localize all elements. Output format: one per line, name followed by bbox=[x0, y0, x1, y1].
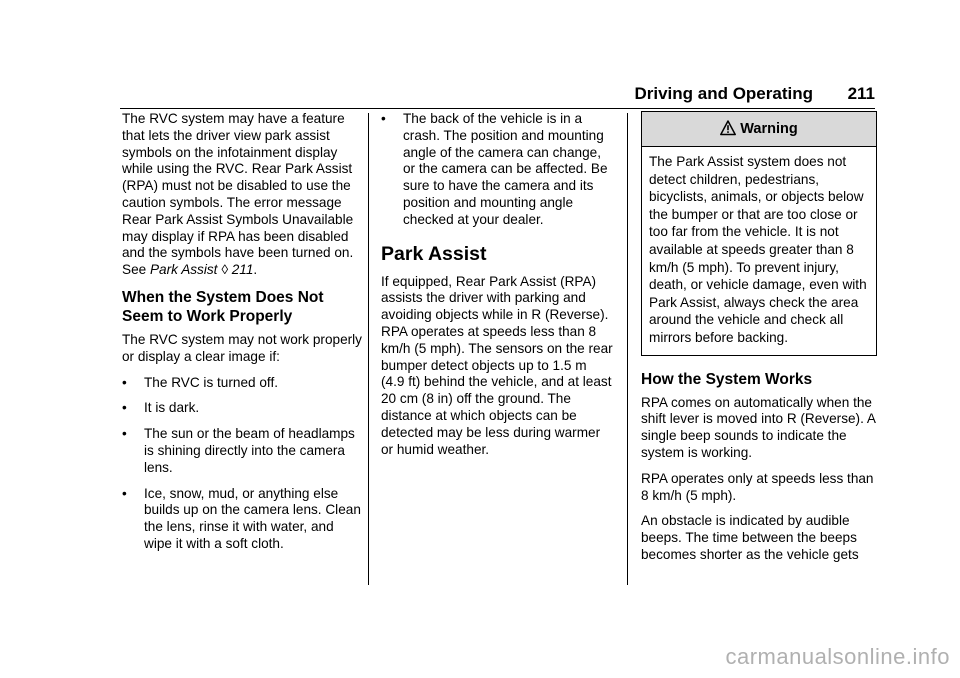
paragraph: An obstacle is indicated by audible beeps. The time between the beeps becomes shorter as the vehicle gets bbox=[641, 513, 859, 562]
paragraph: The RVC system may have a feature that lets the driver view park assist symbols on the infotainment display while using the RVC. Rear Park Assist (RPA) must not be disabled to use the caution symbols. The error message Rear Park Assist Symbols Unavailable may display if RPA has been disabled and the symbols have been turned on. See Park Assist ◊ 211. bbox=[122, 111, 354, 278]
section-title: Driving and Operating bbox=[634, 84, 813, 103]
section-heading: How the System Works bbox=[641, 370, 813, 388]
list-item: • It is dark. bbox=[122, 400, 200, 416]
paragraph: The RVC system may not work properly or display a clear image if: bbox=[122, 331, 362, 364]
column-right bbox=[641, 111, 877, 573]
bullet: • bbox=[122, 426, 127, 442]
column-left bbox=[122, 111, 362, 562]
list-item: • Ice, snow, mud, or anything else builds up on the camera lens. Clean the lens, rinse it with water, and wipe it with a soft cloth. bbox=[122, 485, 361, 551]
warning-triangle-icon bbox=[720, 120, 736, 136]
section-heading: When the System Does Not Seem to Work Properly bbox=[122, 288, 324, 325]
bullet: • bbox=[122, 400, 127, 416]
bullet: • bbox=[122, 374, 127, 390]
list-item: • The sun or the beam of headlamps is shining directly into the camera lens. bbox=[122, 426, 355, 475]
list-item: • The RVC is turned off. bbox=[122, 374, 278, 390]
paragraph: RPA comes on automatically when the shift lever is moved into R (Reverse). A single beep sounds to indicate the system is working. bbox=[641, 394, 876, 460]
page-header bbox=[0, 84, 875, 106]
warning-text: The Park Assist system does not detect children, pedestrians, bicyclists, animals, or objects below the bumper or that are too close or too far from the vehicle. It is not available at speeds greater than 8 km/h (5 mph). To prevent injury, death, or vehicle damage, even with Park Assist, always check the area around the vehicle and check all mirrors before backing. bbox=[649, 154, 867, 345]
column-divider bbox=[627, 113, 628, 585]
warning-header bbox=[642, 112, 876, 147]
page-number: 211 bbox=[847, 84, 875, 103]
warning-box bbox=[641, 111, 877, 356]
column-middle bbox=[381, 111, 613, 467]
paragraph: If equipped, Rear Park Assist (RPA) assists the driver with parking and avoiding objects while in R (Reverse). RPA operates at speeds less than 8 km/h (5 mph). The sensors on the rear bumper detect objects up to 1.5 m (4.9 ft) behind the vehicle, and at least 20 cm (8 in) off the ground. The distance at which objects can be detected may be less during warmer or humid weather. bbox=[381, 273, 613, 457]
column-divider bbox=[368, 113, 369, 585]
cross-reference-link[interactable]: Park Assist ◊ 211 bbox=[149, 262, 254, 278]
header-rule bbox=[120, 108, 875, 109]
list-item: • The back of the vehicle is in a crash. The position and mounting angle of the camera can change, or the camera can be affected. Be sure to have the camera and its position and mounting angle checked at your dealer. bbox=[381, 111, 608, 227]
paragraph: RPA operates only at speeds less than 8 km/h (5 mph). bbox=[641, 470, 874, 503]
warning-title: Warning bbox=[740, 121, 798, 137]
bullet: • bbox=[122, 485, 127, 501]
bullet: • bbox=[381, 111, 386, 126]
section-heading-park-assist: Park Assist bbox=[381, 242, 487, 265]
watermark: carmanualsonline.info bbox=[725, 644, 950, 669]
